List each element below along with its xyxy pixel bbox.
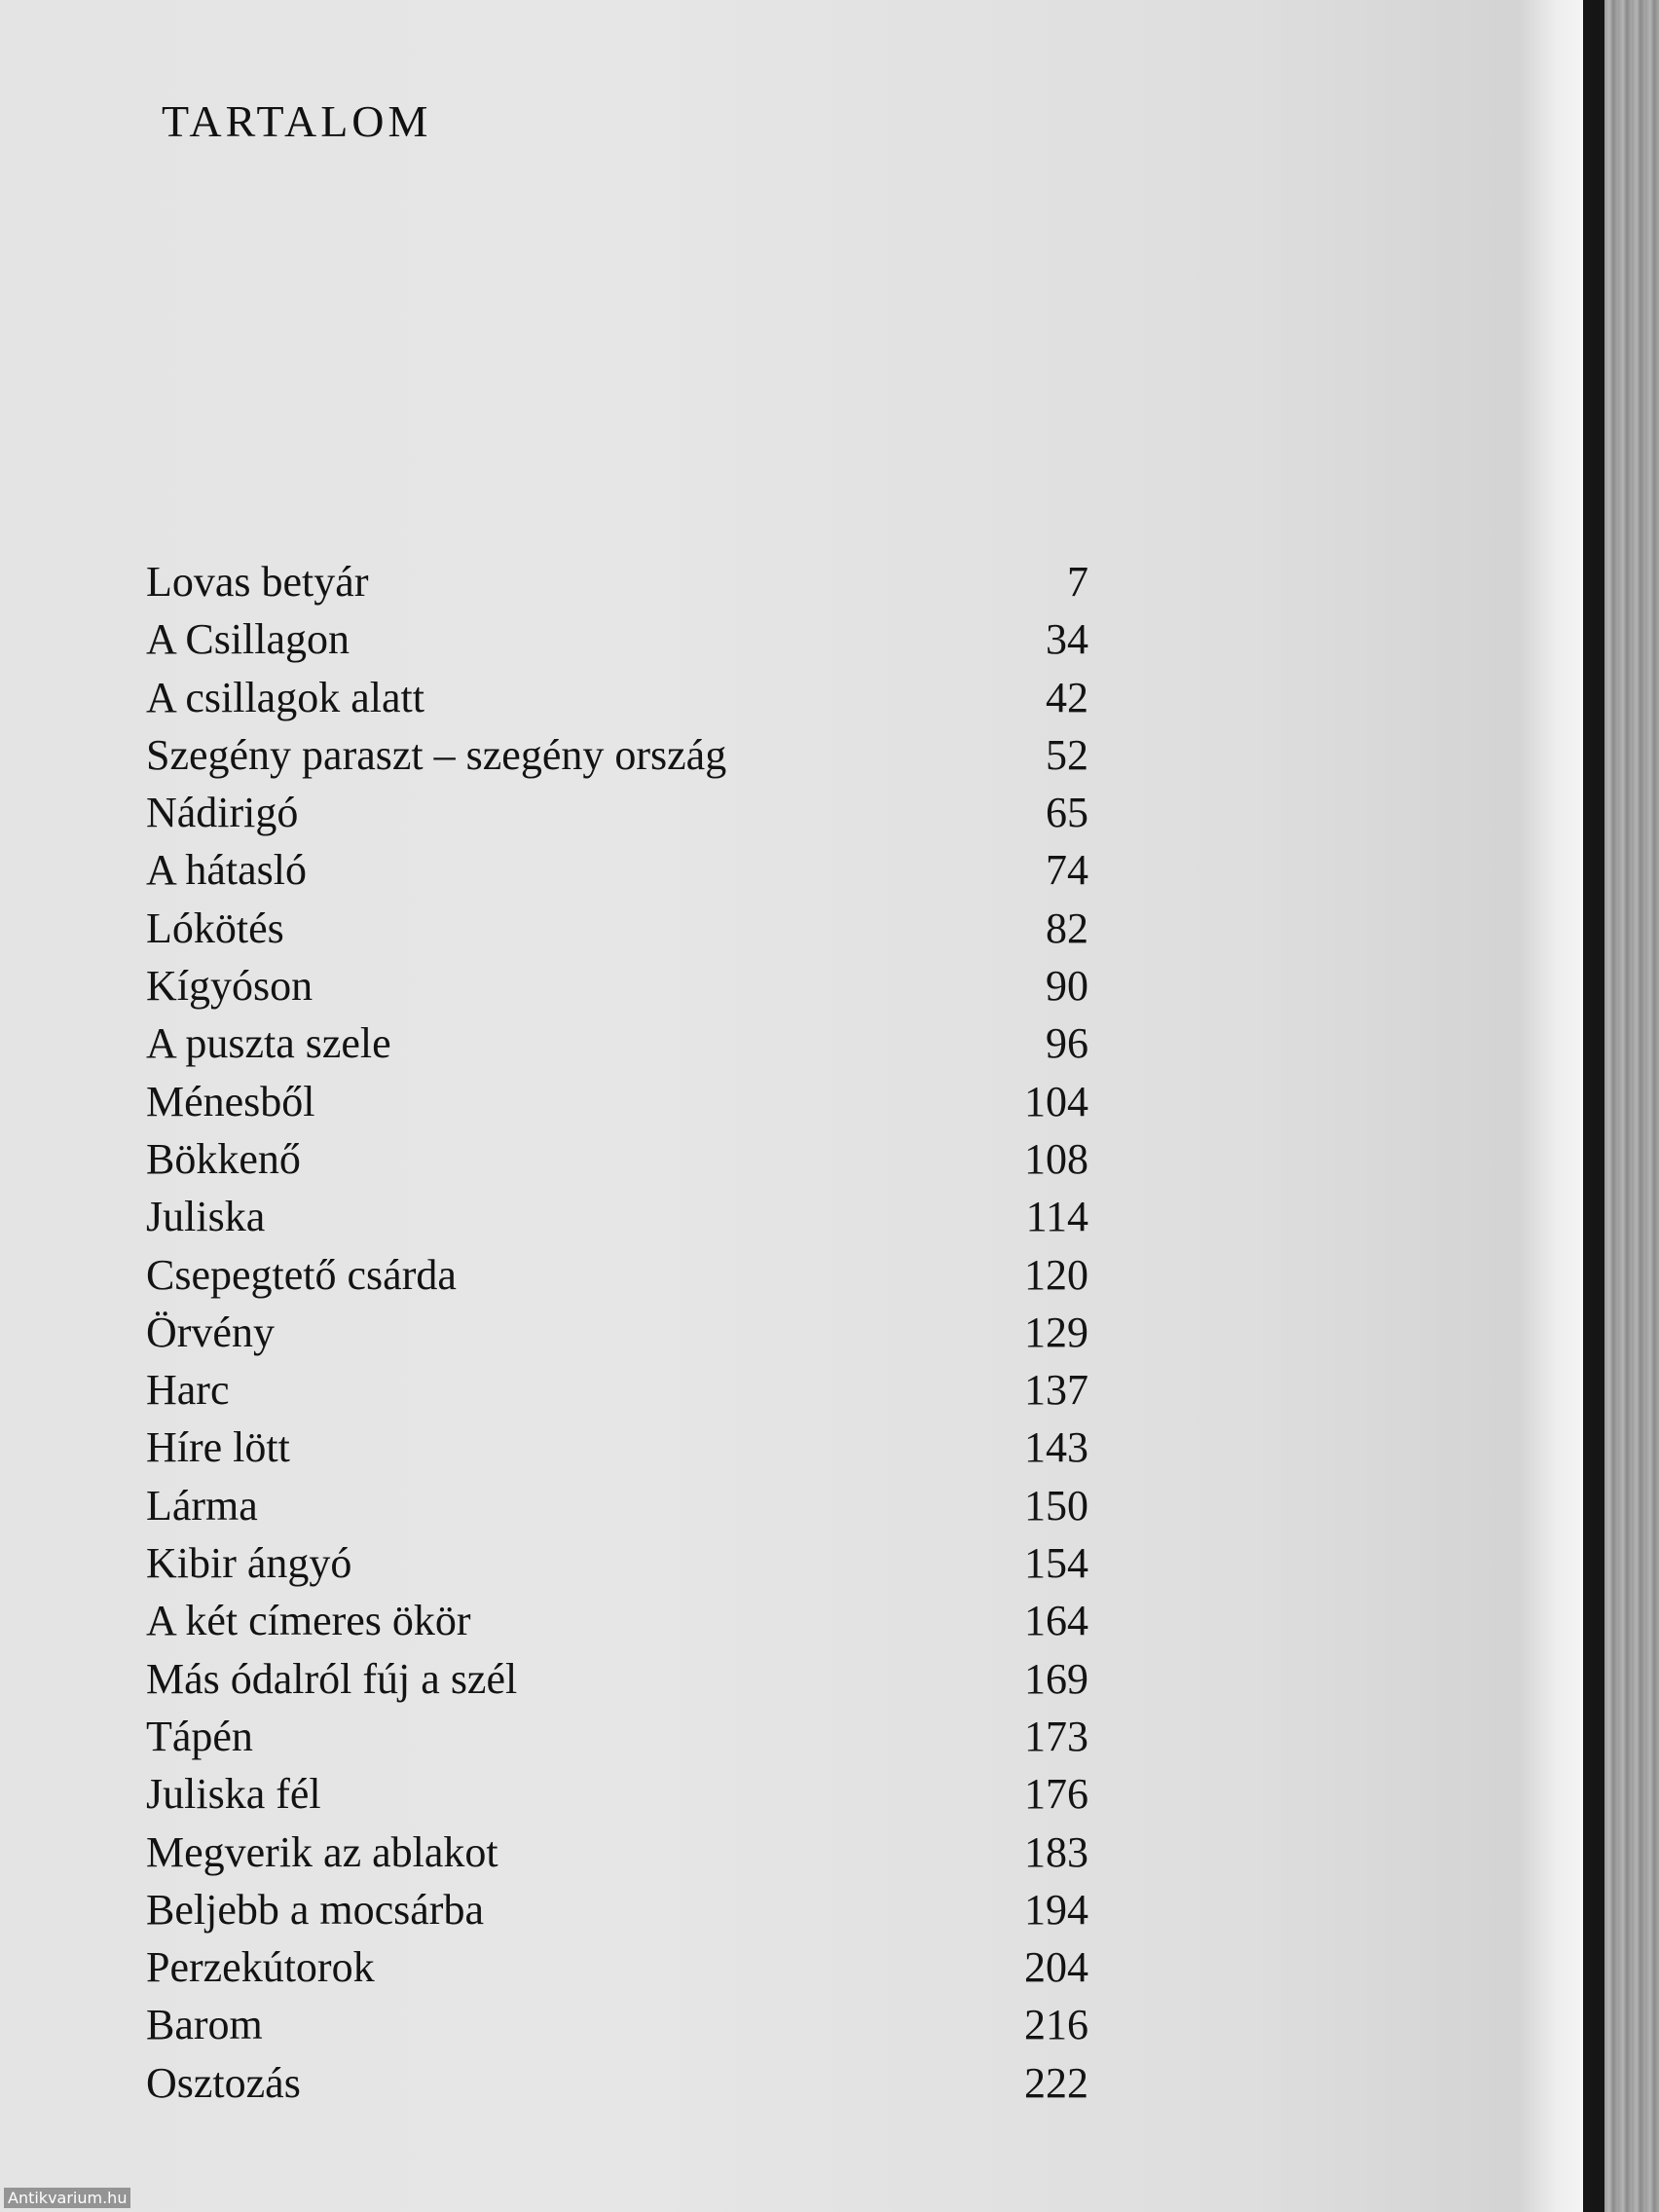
toc-entry	[146, 614, 1088, 672]
toc-entry-title: Harc	[146, 1366, 230, 1415]
toc-entry	[146, 1769, 1088, 1826]
toc-entry-page: 204	[1024, 1943, 1088, 1992]
toc-entry	[146, 673, 1088, 730]
toc-entry-page: 96	[1046, 1019, 1088, 1068]
toc-entry-page: 183	[1024, 1827, 1088, 1876]
toc-entry-page: 216	[1024, 2001, 1088, 2049]
toc-entry-page: 164	[1024, 1597, 1088, 1645]
toc-entry	[146, 1596, 1088, 1653]
page-edge	[1519, 0, 1583, 2212]
toc-entry-title: Lókötés	[146, 903, 284, 952]
toc-entry	[146, 845, 1088, 903]
toc-entry-page: 7	[1067, 558, 1088, 606]
toc-entry	[146, 1654, 1088, 1712]
toc-entry	[146, 1018, 1088, 1076]
toc-entry-title: A hátasló	[146, 846, 307, 895]
toc-entry	[146, 2058, 1088, 2116]
toc-entry-page: 129	[1024, 1308, 1088, 1356]
toc-entry-page: 150	[1024, 1481, 1088, 1530]
page-title: TARTALOM	[162, 96, 432, 146]
toc-entry-page: 42	[1046, 673, 1088, 721]
toc-entry-title: Megverik az ablakot	[146, 1827, 498, 1876]
toc-entry-page: 108	[1024, 1134, 1088, 1183]
toc-entry-title: Szegény paraszt – szegény ország	[146, 730, 727, 779]
toc-entry	[146, 1481, 1088, 1538]
toc-entry-page: 194	[1024, 1885, 1088, 1934]
toc-entry	[146, 730, 1088, 788]
book-cover-edge	[1583, 0, 1604, 2212]
toc-entry-page: 90	[1046, 962, 1088, 1011]
toc-entry-page: 104	[1024, 1077, 1088, 1125]
toc-entry-title: Csepegtető csárda	[146, 1250, 457, 1299]
toc-entry-page: 65	[1046, 789, 1088, 837]
table-of-contents	[146, 557, 1088, 2116]
toc-entry	[146, 1942, 1088, 2000]
toc-entry-title: Lovas betyár	[146, 558, 369, 606]
toc-entry-title: Barom	[146, 2001, 263, 2049]
toc-entry-page: 82	[1046, 903, 1088, 952]
watermark: Antikvarium.hu	[4, 2188, 130, 2208]
toc-entry-title: A Csillagon	[146, 615, 350, 664]
toc-entry-page: 222	[1024, 2058, 1088, 2107]
toc-entry-title: Bökkenő	[146, 1134, 301, 1183]
toc-entry	[146, 1308, 1088, 1365]
toc-entry-title: Híre lött	[146, 1423, 290, 1472]
toc-entry-title: Más ódalról fúj a szél	[146, 1654, 518, 1703]
toc-entry-title: Lárma	[146, 1481, 258, 1530]
toc-entry-title: Ménesből	[146, 1077, 315, 1125]
toc-entry-title: Osztozás	[146, 2058, 301, 2107]
toc-entry-page: 169	[1024, 1654, 1088, 1703]
toc-entry	[146, 961, 1088, 1018]
toc-entry-title: Örvény	[146, 1308, 275, 1356]
toc-entry	[146, 1192, 1088, 1249]
toc-entry-page: 143	[1024, 1423, 1088, 1472]
toc-entry-title: A puszta szele	[146, 1019, 391, 1068]
toc-entry	[146, 1827, 1088, 1885]
toc-entry-title: Beljebb a mocsárba	[146, 1885, 484, 1934]
toc-entry	[146, 1250, 1088, 1308]
toc-entry-page: 52	[1046, 730, 1088, 779]
toc-entry	[146, 788, 1088, 845]
toc-entry	[146, 557, 1088, 614]
toc-entry-page: 114	[1025, 1193, 1088, 1241]
toc-entry-title: A két címeres ökör	[146, 1597, 471, 1645]
toc-entry-page: 120	[1024, 1250, 1088, 1299]
toc-entry-title: Perzekútorok	[146, 1943, 375, 1992]
toc-entry-page: 154	[1024, 1539, 1088, 1588]
toc-entry-page: 173	[1024, 1712, 1088, 1760]
toc-entry-title: A csillagok alatt	[146, 673, 424, 721]
background-surface	[1604, 0, 1659, 2212]
toc-entry	[146, 1365, 1088, 1422]
toc-entry-title: Kibir ángyó	[146, 1539, 352, 1588]
toc-entry-title: Juliska fél	[146, 1770, 321, 1819]
toc-entry	[146, 1422, 1088, 1480]
toc-entry	[146, 903, 1088, 961]
toc-entry-title: Kígyóson	[146, 962, 313, 1011]
toc-entry-page: 137	[1024, 1366, 1088, 1415]
toc-entry	[146, 1712, 1088, 1769]
toc-entry-title: Juliska	[146, 1193, 266, 1241]
toc-entry-title: Tápén	[146, 1712, 253, 1760]
toc-entry	[146, 1885, 1088, 1942]
toc-entry	[146, 1077, 1088, 1134]
toc-entry-page: 74	[1046, 846, 1088, 895]
toc-entry	[146, 1134, 1088, 1192]
toc-entry-page: 34	[1046, 615, 1088, 664]
toc-entry	[146, 1538, 1088, 1596]
toc-entry-title: Nádirigó	[146, 789, 299, 837]
toc-entry	[146, 2000, 1088, 2057]
toc-entry-page: 176	[1024, 1770, 1088, 1819]
